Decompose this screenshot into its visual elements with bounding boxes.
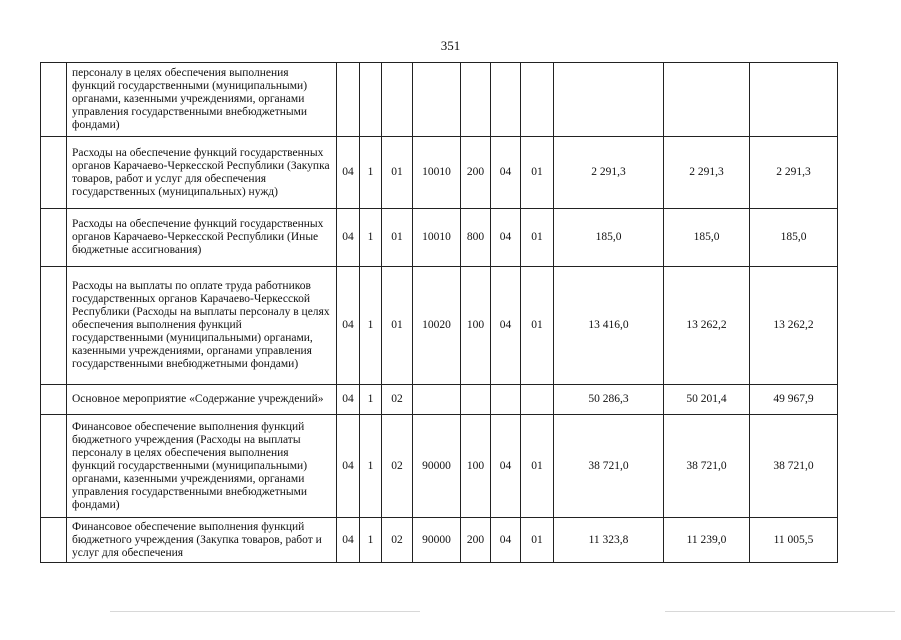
expense-name-cell: Расходы на обеспечение функций государственных органов Карачаево-Черкесской Республики (Закупка товаров, работ и услуг для обеспечения государственных (муниципальных) нужд) [67,137,337,209]
code-cell-c3 [382,63,413,137]
row-number-cell [41,137,67,209]
code-cell-c5 [461,385,491,415]
code-cell-c1: 04 [337,385,360,415]
code-cell-c7: 01 [521,209,554,267]
amount-cell-v1: 2 291,3 [554,137,664,209]
amount-cell-v2: 38 721,0 [664,415,750,518]
code-cell-c2: 1 [360,267,382,385]
amount-cell-v1: 11 323,8 [554,518,664,563]
code-cell-c5: 800 [461,209,491,267]
amount-cell-v1: 38 721,0 [554,415,664,518]
amount-cell-v1: 185,0 [554,209,664,267]
amount-cell-v3: 49 967,9 [750,385,838,415]
code-cell-c7 [521,385,554,415]
amount-cell-v3: 38 721,0 [750,415,838,518]
amount-cell-v3: 13 262,2 [750,267,838,385]
code-cell-c3: 02 [382,385,413,415]
expense-name-cell: Финансовое обеспечение выполнения функций бюджетного учреждения (Закупка товаров, работ и услуг для обеспечения [67,518,337,563]
expense-name-cell: Расходы на выплаты по оплате труда работников государственных органов Карачаево-Черкесской Республики (Расходы на выплаты персоналу в целях обеспечения выполнения функций государственными (муниципальными) органами, казенными учреждениями, органами управления государственными внебюджетными фондами) [67,267,337,385]
row-number-cell [41,518,67,563]
code-cell-c1 [337,63,360,137]
code-cell-c2: 1 [360,415,382,518]
table-row [41,267,838,385]
table-row [41,209,838,267]
amount-cell-v3: 2 291,3 [750,137,838,209]
code-cell-c2: 1 [360,209,382,267]
amount-cell-v2: 13 262,2 [664,267,750,385]
code-cell-c2: 1 [360,137,382,209]
code-cell-c4: 10010 [413,209,461,267]
code-cell-c7: 01 [521,267,554,385]
amount-cell-v2: 50 201,4 [664,385,750,415]
amount-cell-v2: 185,0 [664,209,750,267]
code-cell-c1: 04 [337,267,360,385]
row-number-cell [41,267,67,385]
code-cell-c6: 04 [491,518,521,563]
expense-name-cell: Основное мероприятие «Содержание учреждений» [67,385,337,415]
code-cell-c7: 01 [521,518,554,563]
code-cell-c3: 02 [382,518,413,563]
code-cell-c1: 04 [337,415,360,518]
code-cell-c1: 04 [337,209,360,267]
expense-name-cell: Расходы на обеспечение функций государственных органов Карачаево-Черкесской Республики (Иные бюджетные ассигнования) [67,209,337,267]
amount-cell-v3 [750,63,838,137]
code-cell-c6: 04 [491,137,521,209]
code-cell-c1: 04 [337,137,360,209]
code-cell-c4 [413,63,461,137]
code-cell-c1: 04 [337,518,360,563]
code-cell-c7: 01 [521,415,554,518]
code-cell-c6: 04 [491,415,521,518]
budget-table [40,62,838,563]
code-cell-c6 [491,63,521,137]
amount-cell-v1: 13 416,0 [554,267,664,385]
amount-cell-v2: 11 239,0 [664,518,750,563]
scan-artifact-line-left [110,611,420,612]
scan-artifact-line-right [665,611,895,612]
code-cell-c2: 1 [360,518,382,563]
code-cell-c3: 01 [382,267,413,385]
row-number-cell [41,385,67,415]
table-body [41,63,838,563]
code-cell-c5: 100 [461,267,491,385]
table-row [41,137,838,209]
amount-cell-v1: 50 286,3 [554,385,664,415]
code-cell-c5: 200 [461,518,491,563]
row-number-cell [41,63,67,137]
table-row [41,518,838,563]
code-cell-c4: 10020 [413,267,461,385]
code-cell-c3: 01 [382,209,413,267]
code-cell-c4: 90000 [413,518,461,563]
row-number-cell [41,415,67,518]
code-cell-c5 [461,63,491,137]
table-row [41,63,838,137]
code-cell-c3: 02 [382,415,413,518]
table-row [41,415,838,518]
code-cell-c2: 1 [360,385,382,415]
amount-cell-v3: 11 005,5 [750,518,838,563]
amount-cell-v2 [664,63,750,137]
table-row [41,385,838,415]
code-cell-c6: 04 [491,267,521,385]
code-cell-c4: 90000 [413,415,461,518]
code-cell-c6 [491,385,521,415]
code-cell-c7 [521,63,554,137]
code-cell-c2 [360,63,382,137]
code-cell-c5: 200 [461,137,491,209]
expense-name-cell: персоналу в целях обеспечения выполнения функций государственными (муниципальными) органами, казенными учреждениями, органами управления государственными внебюджетными фондами) [67,63,337,137]
amount-cell-v2: 2 291,3 [664,137,750,209]
code-cell-c4 [413,385,461,415]
code-cell-c5: 100 [461,415,491,518]
code-cell-c3: 01 [382,137,413,209]
amount-cell-v3: 185,0 [750,209,838,267]
expense-name-cell: Финансовое обеспечение выполнения функций бюджетного учреждения (Расходы на выплаты персоналу в целях обеспечения выполнения функций государственными (муниципальными) органами, казенными учреждениями, органами управления государственными внебюджетными фондами) [67,415,337,518]
page-number: 351 [440,38,461,53]
code-cell-c4: 10010 [413,137,461,209]
row-number-cell [41,209,67,267]
code-cell-c7: 01 [521,137,554,209]
amount-cell-v1 [554,63,664,137]
code-cell-c6: 04 [491,209,521,267]
